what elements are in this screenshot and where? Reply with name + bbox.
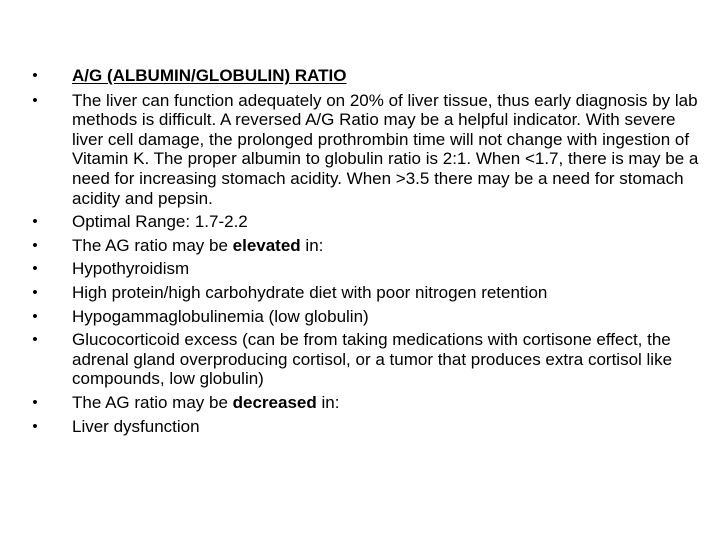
bullet-optimal-range <box>26 212 706 232</box>
decreased-prefix: The AG ratio may be <box>72 392 233 412</box>
bullet-list <box>26 66 706 440</box>
bullet-dot: • <box>32 393 38 411</box>
hypogamma-text: Hypogammaglobulinemia (low globulin) <box>72 306 369 326</box>
elevated-suffix: in: <box>300 235 324 255</box>
bullet-decreased <box>26 393 706 413</box>
bullet-dot: • <box>32 260 38 278</box>
bullet-intro <box>26 91 706 209</box>
slide-title: A/G (ALBUMIN/GLOBULIN) RATIO <box>72 66 347 85</box>
intro-text: The liver can function adequately on 20% of liver tissue, thus early diagnosis by lab methods is difficult. A reversed A/G Ratio may be a helpful indicator. With severe liver cell damage, the prolonged prothrombin time will not change with ingestion of Vitamin K. The proper albumin to globulin ratio is 2:1. When <1.7, there is may be a need for increasing stomach acidity. When >3.5 there may be a need for stomach acidity and pepsin. <box>72 90 699 208</box>
bullet-dot: • <box>32 417 38 435</box>
hypothyroidism-text: Hypothyroidism <box>72 259 190 279</box>
bullet-hypogamma <box>26 307 706 327</box>
decreased-suffix: in: <box>316 392 340 412</box>
bullet-title <box>26 66 706 86</box>
bullet-dot: • <box>32 91 38 109</box>
bullet-glucocorticoid <box>26 330 706 389</box>
bullet-dot: • <box>32 236 38 254</box>
bullet-dot: • <box>32 67 38 84</box>
bullet-dot: • <box>32 307 38 325</box>
bullet-dot: • <box>32 283 38 301</box>
liver-dysfunction-text: Liver dysfunction <box>72 416 200 436</box>
bullet-liver-dysfunction <box>26 417 706 437</box>
bullet-dot: • <box>32 331 38 349</box>
high-protein-text: High protein/high carbohydrate diet with poor nitrogen retention <box>72 282 548 302</box>
elevated-word: elevated <box>232 235 301 255</box>
elevated-prefix: The AG ratio may be <box>72 235 233 255</box>
optimal-range-text: Optimal Range: 1.7-2.2 <box>72 212 248 232</box>
glucocorticoid-text: Glucocorticoid excess (can be from taking medications with cortisone effect, the adrenal gland overproducing cortisol, or a tumor that produces extra cortisol like compounds, low globulin) <box>72 330 673 389</box>
decreased-word: decreased <box>232 392 317 412</box>
bullet-high-protein <box>26 283 706 303</box>
bullet-dot: • <box>32 213 38 231</box>
bullet-elevated <box>26 236 706 256</box>
bullet-hypothyroidism <box>26 259 706 279</box>
